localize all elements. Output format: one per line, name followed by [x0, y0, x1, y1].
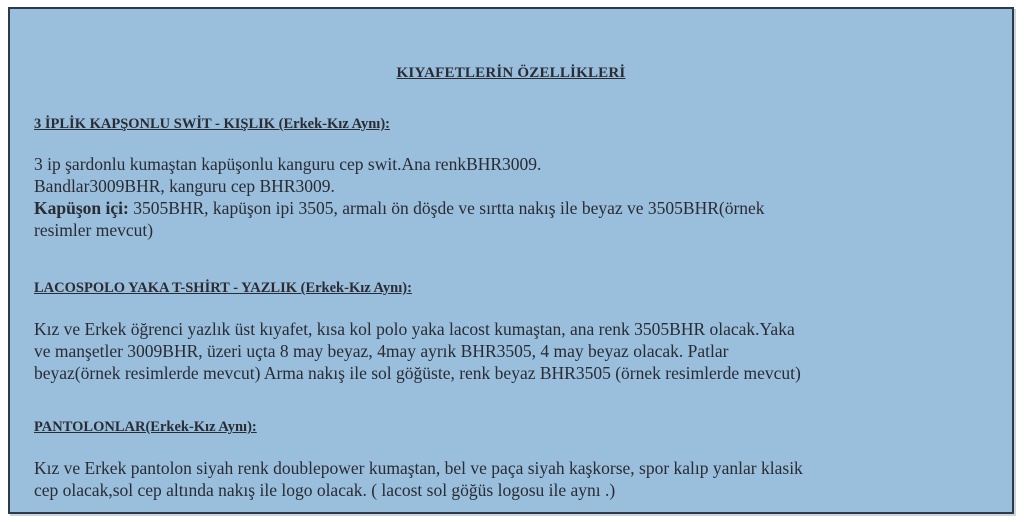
body-line: Kız ve Erkek pantolon siyah renk doublepower kumaştan, bel ve paça siyah kaşkorse, spor kalıp yanlar klasik	[34, 458, 803, 478]
document-title: KIYAFETLERİN ÖZELLİKLERİ	[396, 65, 626, 81]
section-body-sweatshirt	[34, 153, 1009, 241]
section-body-trousers	[34, 457, 1009, 501]
body-line: Bandlar3009BHR, kanguru cep BHR3009.	[34, 176, 335, 196]
body-line: Kız ve Erkek öğrenci yazlık üst kıyafet, kısa kol polo yaka lacost kumaştan, ana renk 3505BHR olacak.Yaka	[34, 319, 795, 339]
section-heading-polo-tshirt: LACOSPOLO YAKA T-SHİRT - YAZLIK (Erkek-Kız Aynı):	[34, 280, 412, 296]
body-line: ve manşetler 3009BHR, üzeri uçta 8 may beyaz, 4may ayrık BHR3505, 4 may beyaz olacak. Patlar	[34, 341, 729, 361]
section-body-polo-tshirt	[34, 318, 1009, 384]
body-line: resimler mevcut)	[34, 220, 154, 240]
body-line: beyaz(örnek resimlerde mevcut) Arma nakış ile sol göğüste, renk beyaz BHR3505 (örnek resimlerde mevcut)	[34, 363, 801, 383]
body-line: 3 ip şardonlu kumaştan kapüşonlu kanguru cep swit.Ana renkBHR3009.	[34, 154, 542, 174]
body-line	[34, 197, 1009, 219]
body-line-text: 3505BHR, kapüşon ipi 3505, armalı ön döşde ve sırtta nakış ile beyaz ve 3505BHR(örnek	[128, 198, 765, 218]
section-heading-sweatshirt: 3 İPLİK KAPŞONLU SWİT - KIŞLIK (Erkek-Kız Aynı):	[34, 116, 390, 132]
hood-lining-label: Kapüşon içi:	[34, 198, 129, 218]
document-panel	[8, 7, 1014, 514]
body-line: cep olacak,sol cep altında nakış ile logo olacak. ( lacost sol göğüs logosu ile aynı .)	[34, 480, 616, 500]
section-heading-trousers: PANTOLONLAR(Erkek-Kız Aynı):	[34, 419, 257, 435]
